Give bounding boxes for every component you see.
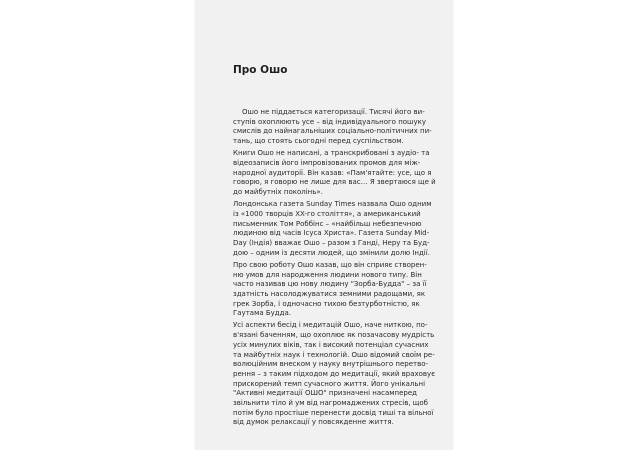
text-line: до майбутніх поколінь». — [233, 188, 323, 196]
text-line: від думок релаксації у повсякденне життя. — [233, 418, 394, 427]
text-line: в'язані баченням, що охоплює як позачасову мудрість — [233, 331, 435, 340]
text-line: потім було простіше перенести досвід тиші та вільної — [233, 408, 434, 417]
text-line: говорю, я говорю не лише для вас… Я звертаюся ще й — [233, 178, 436, 187]
text-line: прискорений темп сучасного життя. Його унікальні — [233, 379, 426, 388]
text-line: Книги Ошо не написані, а транскрибовані з аудіо- та — [233, 149, 430, 158]
text-line: смислів до найнагальніших соціально-політичних пи- — [233, 127, 432, 136]
body-text — [233, 108, 436, 431]
text-line: із «1000 творців XX-го століття», а американський — [233, 209, 421, 218]
text-line: відеозаписів його імпровізованих промов для між- — [233, 158, 421, 167]
paragraph-3 — [233, 200, 432, 258]
paragraph-1 — [233, 108, 432, 147]
text-line: Гаутама Будда. — [233, 309, 292, 318]
text-line: народної аудиторії. Він казав: «Пам'ятайте: усе, що я — [233, 168, 432, 177]
text-line: письменник Том Роббінс – «найбільш небезпечною — [233, 219, 422, 228]
text-line: звільнити тіло й ум від нагромаджених стресів, щоб — [233, 398, 428, 407]
text-line: ню умов для народження людини нового типу. Він — [233, 270, 422, 279]
text-line: часто називав цю нову людину "Зорба-Будда" – за її — [233, 280, 427, 289]
paragraph-2 — [233, 149, 436, 197]
text-line: Усі аспекти бесід і медитацій Ошо, наче ниткою, по- — [233, 321, 428, 330]
text-line: усіх минулих віків, так і високий потенціал сучасних — [233, 340, 429, 349]
text-line: Ошо не піддається категоризації. Тисячі його ви- — [242, 108, 425, 116]
text-line: Day (Індія) вважає Ошо – разом з Ганді, Неру та Буд- — [233, 238, 430, 247]
text-line: ступів охоплюють усе – від індивідуального пошуку — [233, 117, 426, 126]
text-line: грек Зорба, і одночасно тихою безтурботністю, як — [233, 299, 420, 308]
text-line: Про свою роботу Ошо казав, що він сприяє створен- — [233, 260, 427, 269]
text-line: людиною від часів Ісуса Христа». Газета Sunday Mid- — [233, 229, 430, 238]
text-line: "Активні медитації ОШО" призначені насамперед — [233, 389, 418, 398]
text-line: здатність насолоджуватися земними радощами, як — [233, 289, 426, 298]
page-title: Про Ошо — [233, 64, 288, 76]
text-line: дою – одним із десяти людей, що змінили долю Індії. — [233, 248, 430, 257]
text-line: Лондонська газета Sunday Times назвала Ошо одним — [233, 200, 432, 209]
text-line: волюційним внеском у науку внутрішнього перетво- — [233, 360, 429, 369]
text-line: тань, що стоять сьогодні перед суспільством. — [233, 137, 404, 146]
text-line: та майбутніх наук і технологій. Ошо відомий своїм ре- — [233, 350, 435, 359]
text-line: рення – з таким підходом до медитації, який враховує — [233, 369, 436, 378]
paragraph-4 — [233, 260, 427, 319]
paragraph-5 — [233, 321, 436, 428]
